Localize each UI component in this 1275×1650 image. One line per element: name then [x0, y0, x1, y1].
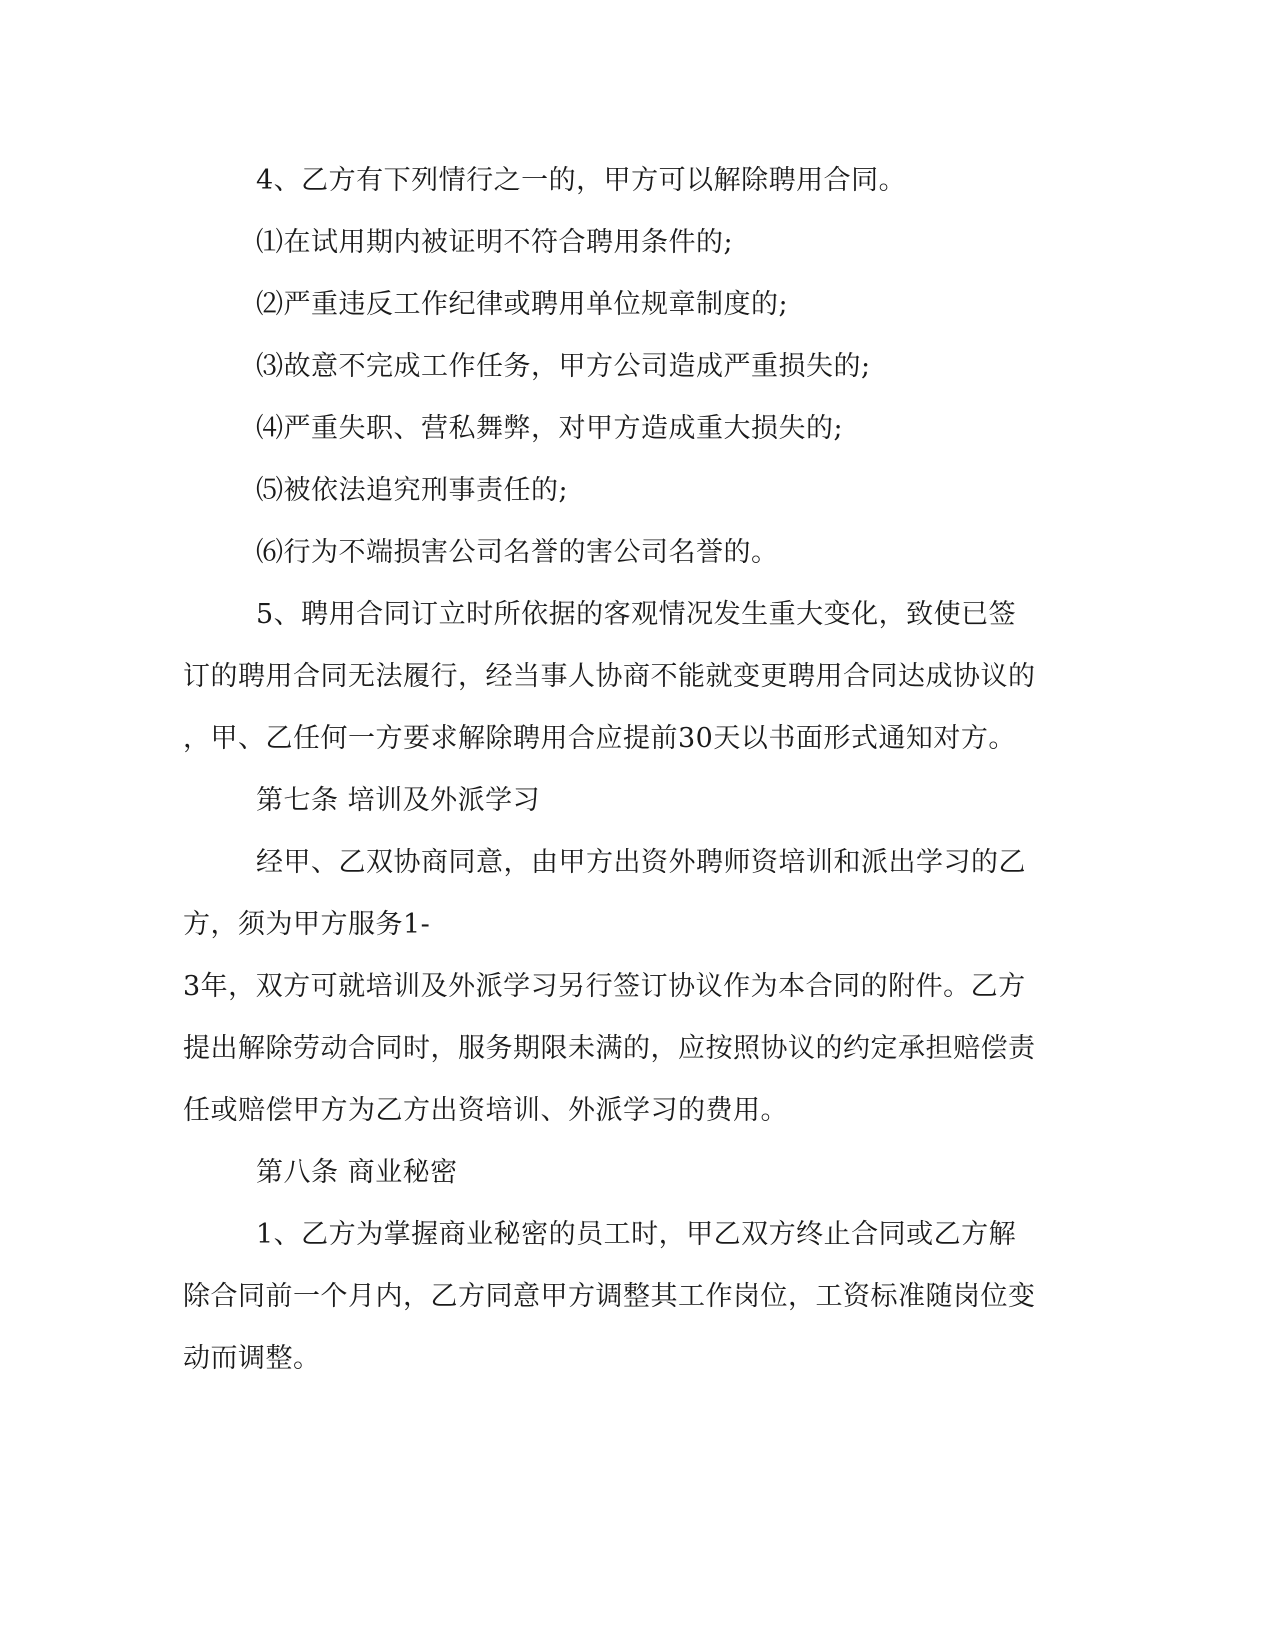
article-8-line-2: 除合同前一个月内，乙方同意甲方调整其工作岗位，工资标准随岗位变: [183, 1281, 1036, 1312]
article-7-heading: 第七条 培训及外派学习: [256, 785, 541, 816]
clause-4-item-6: ⑹行为不端损害公司名誉的害公司名誉的。: [256, 537, 779, 568]
clause-4-item-3: ⑶故意不完成工作任务，甲方公司造成严重损失的;: [256, 351, 871, 382]
article-7-line-2: 方，须为甲方服务1-: [183, 909, 431, 940]
article-7-line-1: 经甲、乙双协商同意，由甲方出资外聘师资培训和派出学习的乙: [256, 847, 1026, 878]
article-7-line-4: 提出解除劳动合同时，服务期限未满的，应按照协议的约定承担赔偿责: [183, 1033, 1036, 1064]
clause-4-item-1: ⑴在试用期内被证明不符合聘用条件的;: [256, 227, 734, 258]
article-8-heading: 第八条 商业秘密: [256, 1157, 458, 1188]
clause-5-line-2: 订的聘用合同无法履行，经当事人协商不能就变更聘用合同达成协议的: [183, 661, 1036, 692]
article-7-line-5: 任或赔偿甲方为乙方出资培训、外派学习的费用。: [183, 1095, 788, 1126]
clause-4-item-4: ⑷严重失职、营私舞弊，对甲方造成重大损失的;: [256, 413, 844, 444]
article-8-line-3: 动而调整。: [183, 1343, 321, 1374]
article-8-line-1: 1、乙方为掌握商业秘密的员工时，甲乙双方终止合同或乙方解: [256, 1219, 1017, 1250]
article-7-line-3: 3年，双方可就培训及外派学习另行签订协议作为本合同的附件。乙方: [183, 971, 1026, 1002]
clause-5-line-1: 5、聘用合同订立时所依据的客观情况发生重大变化，致使已签: [256, 599, 1017, 630]
clause-4-item-2: ⑵严重违反工作纪律或聘用单位规章制度的;: [256, 289, 789, 320]
clause-5-line-3: ，甲、乙任何一方要求解除聘用合应提前30天以书面形式通知对方。: [183, 723, 1016, 754]
clause-4-item-5: ⑸被依法追究刑事责任的;: [256, 475, 569, 506]
clause-4-intro: 4、乙方有下列情行之一的，甲方可以解除聘用合同。: [256, 165, 907, 196]
